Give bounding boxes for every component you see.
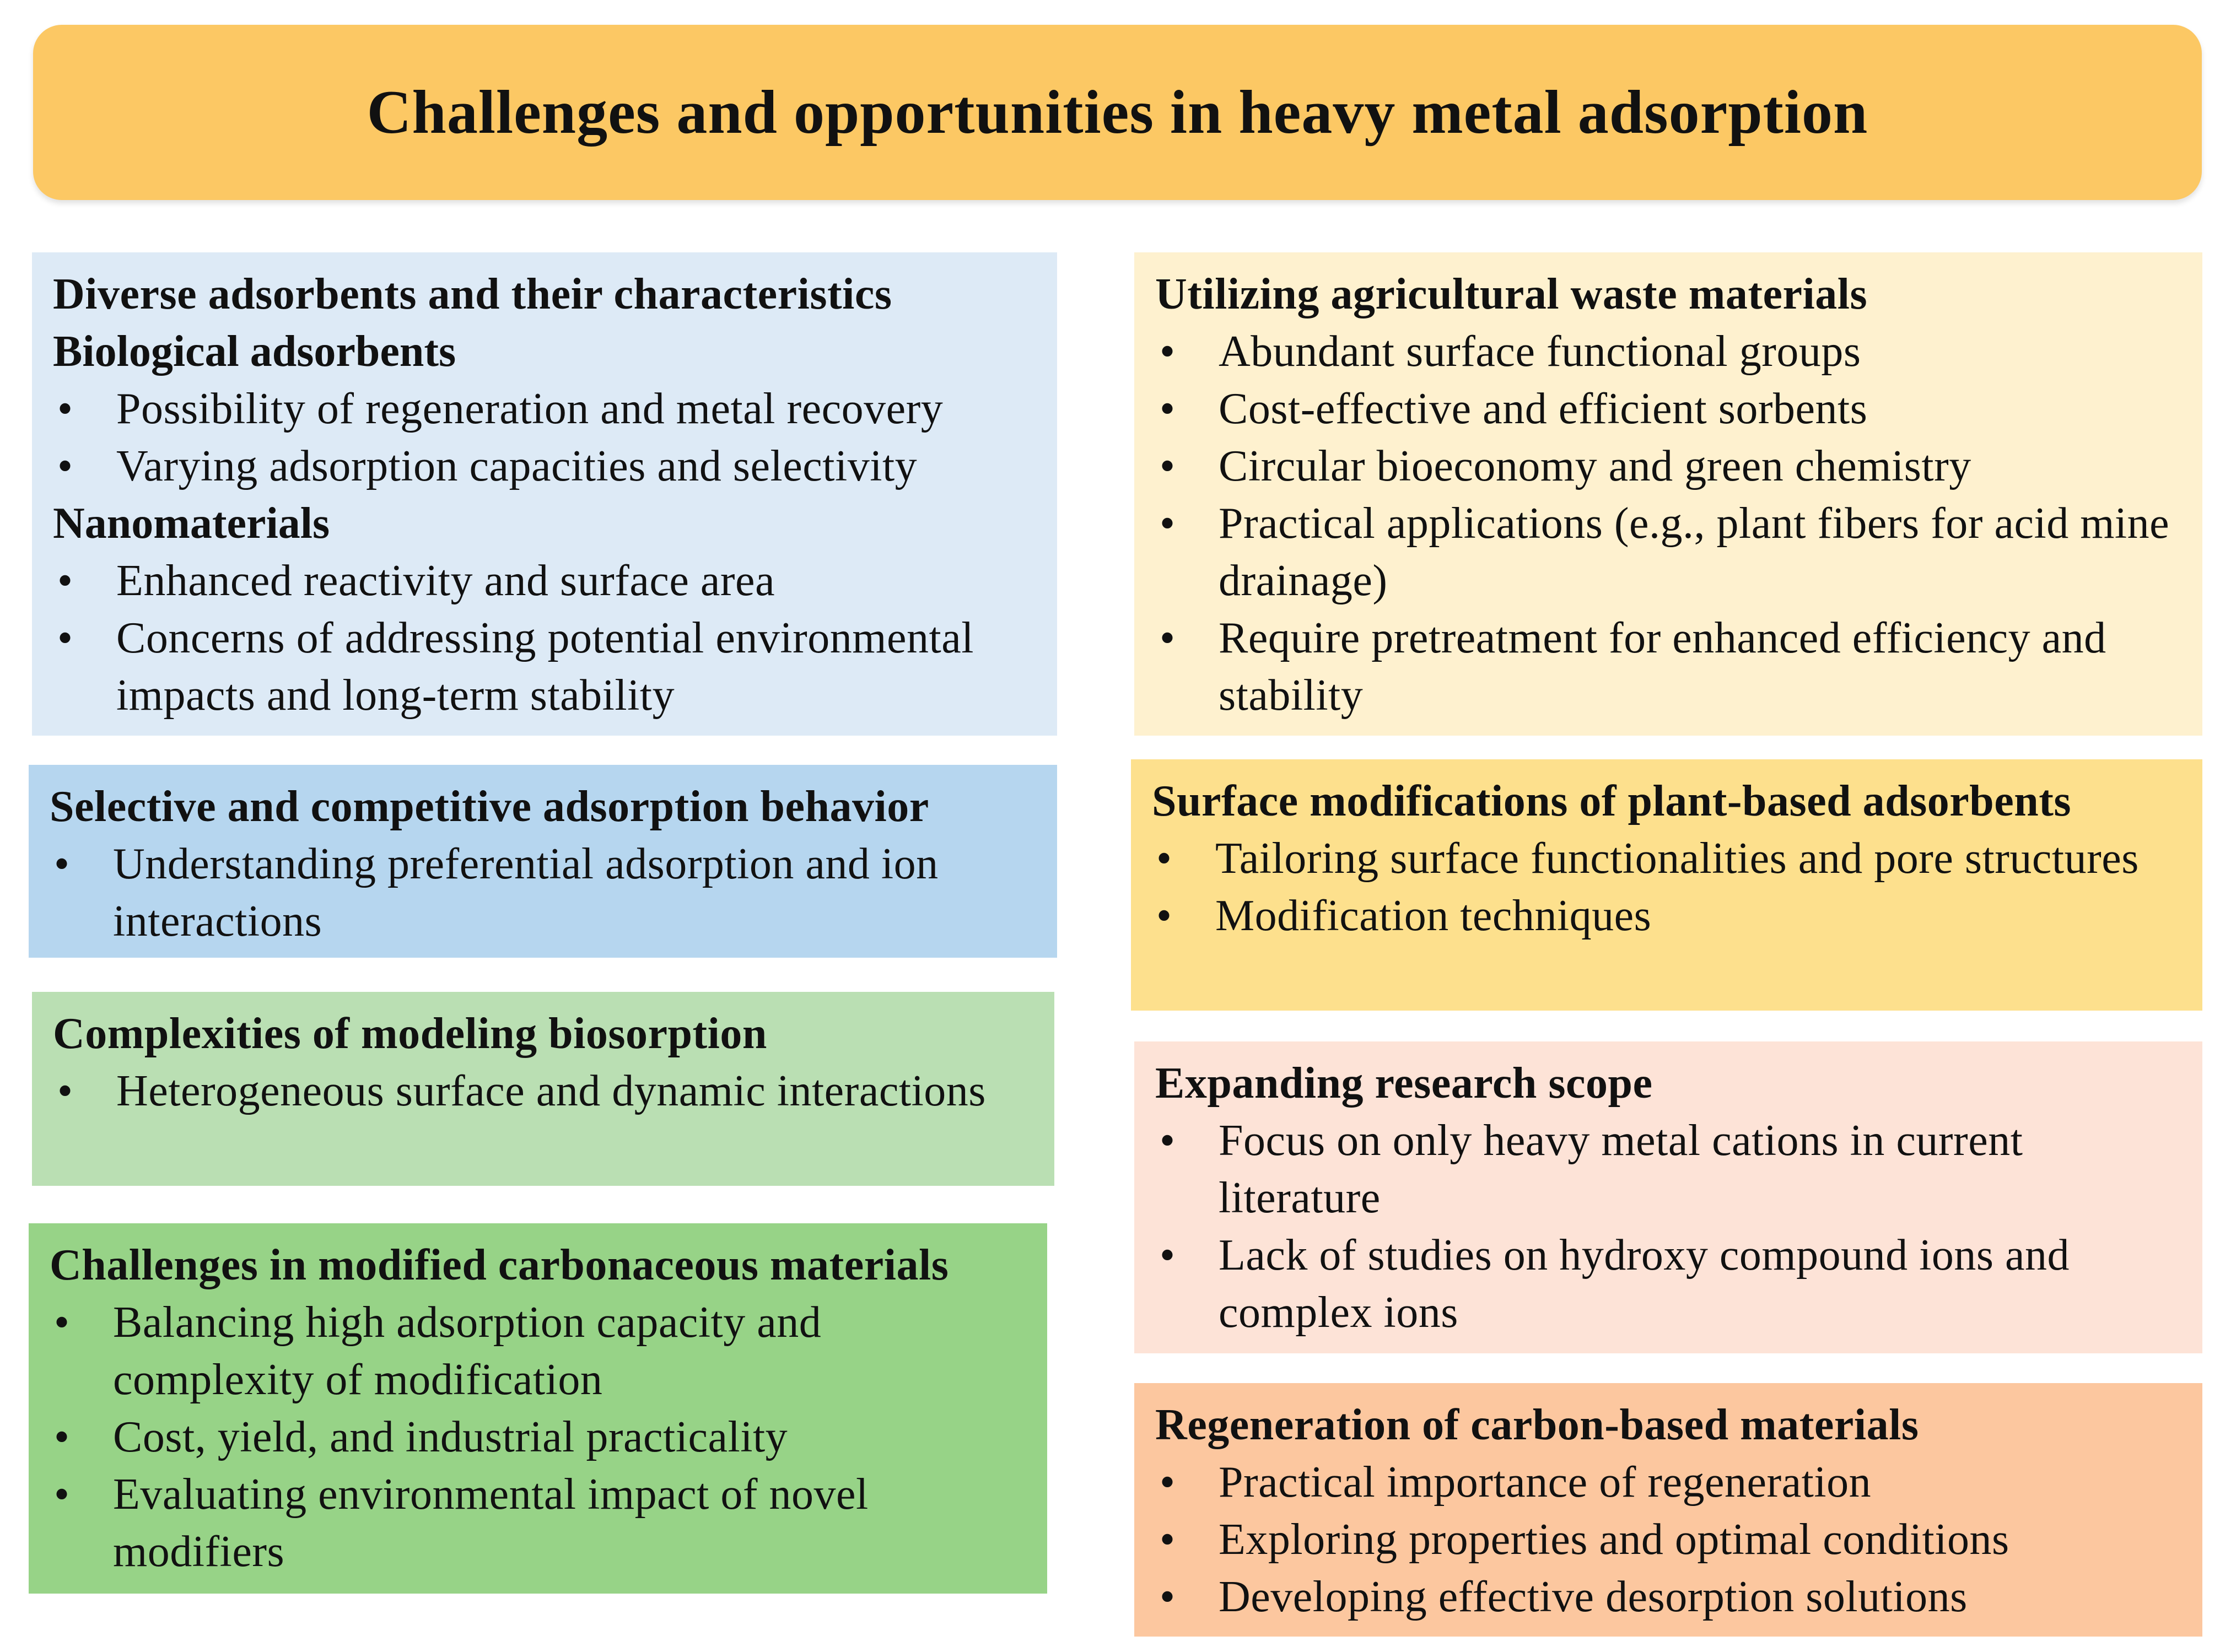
expanding-research-box [1134, 1041, 2202, 1353]
list-item: • Practical importance of regeneration [1155, 1454, 2180, 1511]
selective-adsorption-list [50, 835, 1035, 950]
modeling-biosorption-box [32, 992, 1054, 1186]
list-item: • Practical applications (e.g., plant fibers for acid mine drainage) [1155, 495, 2180, 609]
box-heading: Complexities of modeling biosorption [53, 1009, 767, 1058]
box-heading: Regeneration of carbon-based materials [1155, 1401, 1919, 1449]
list-item: • Abundant surface functional groups [1155, 323, 2180, 380]
agricultural-waste-list [1155, 323, 2180, 724]
list-item: • Focus on only heavy metal cations in current literature [1155, 1112, 2180, 1227]
title-banner [33, 25, 2202, 200]
list-item: • Require pretreatment for enhanced efficiency and stability [1155, 609, 2180, 724]
nanomaterials-heading: Nanomaterials [53, 499, 330, 548]
box-heading: Challenges in modified carbonaceous materials [50, 1241, 949, 1289]
list-item: • Modification techniques [1152, 887, 2180, 944]
box-heading: Utilizing agricultural waste materials [1155, 270, 1868, 318]
biological-adsorbents-list [53, 380, 1035, 495]
list-item: • Cost, yield, and industrial practicality [50, 1408, 1025, 1466]
list-item: • Cost-effective and efficient sorbents [1155, 380, 2180, 438]
carbonaceous-materials-box [29, 1223, 1047, 1594]
page-title: Challenges and opportunities in heavy metal adsorption [367, 78, 1868, 147]
box-heading: Expanding research scope [1155, 1059, 1653, 1108]
regeneration-box [1134, 1383, 2202, 1637]
list-item: • Tailoring surface functionalities and pore structures [1152, 830, 2180, 887]
list-item: • Possibility of regeneration and metal recovery [53, 380, 1035, 438]
expanding-research-list [1155, 1112, 2180, 1341]
selective-adsorption-box [29, 765, 1057, 958]
modeling-biosorption-list [53, 1062, 1032, 1120]
biological-adsorbents-heading: Biological adsorbents [53, 327, 456, 376]
list-item: • Balancing high adsorption capacity and complexity of modification [50, 1294, 1025, 1408]
list-item: • Enhanced reactivity and surface area [53, 552, 1035, 609]
list-item: • Developing effective desorption solutions [1155, 1568, 2180, 1626]
agricultural-waste-box [1134, 252, 2202, 736]
list-item: • Circular bioeconomy and green chemistry [1155, 438, 2180, 495]
list-item: • Evaluating environmental impact of novel modifiers [50, 1466, 1025, 1580]
list-item: • Heterogeneous surface and dynamic interactions [53, 1062, 1032, 1120]
surface-modifications-list [1152, 830, 2180, 944]
box-heading: Diverse adsorbents and their characteristics [53, 270, 892, 318]
regeneration-list [1155, 1454, 2180, 1626]
list-item: • Lack of studies on hydroxy compound ions and complex ions [1155, 1227, 2180, 1341]
list-item: • Varying adsorption capacities and selectivity [53, 438, 1035, 495]
nanomaterials-list [53, 552, 1035, 724]
list-item: • Concerns of addressing potential environmental impacts and long-term stability [53, 609, 1035, 724]
diverse-adsorbents-box [32, 252, 1057, 736]
box-heading: Selective and competitive adsorption behavior [50, 782, 929, 831]
box-heading: Surface modifications of plant-based adsorbents [1152, 777, 2072, 825]
list-item: • Understanding preferential adsorption and ion interactions [50, 835, 1035, 950]
carbonaceous-materials-list [50, 1294, 1025, 1580]
list-item: • Exploring properties and optimal conditions [1155, 1511, 2180, 1568]
surface-modifications-box [1131, 759, 2202, 1011]
